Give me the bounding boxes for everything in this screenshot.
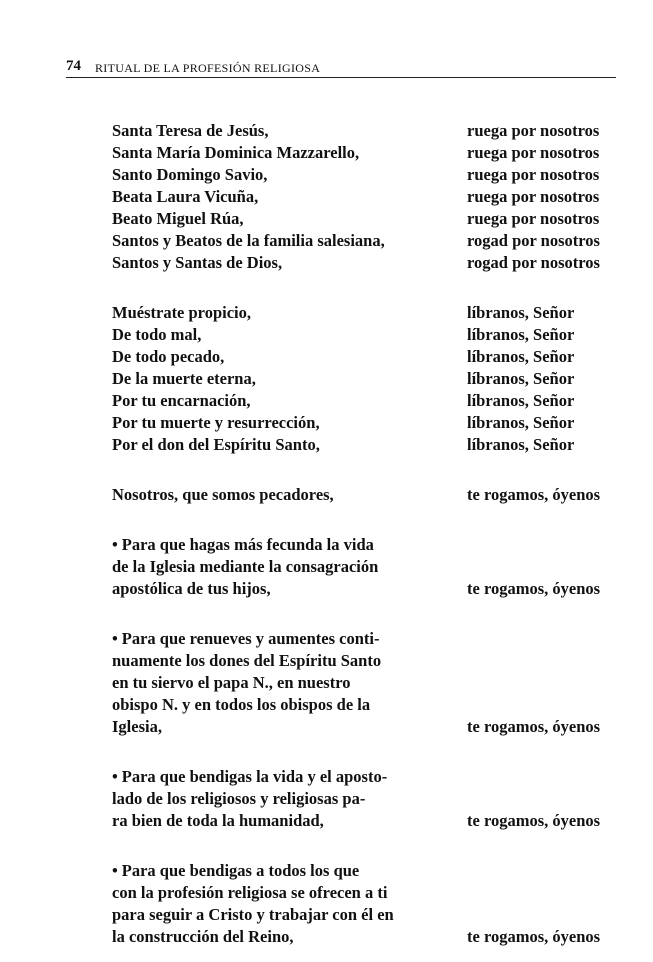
response: líbranos, Señor bbox=[467, 303, 575, 322]
litany-row bbox=[112, 324, 622, 346]
response: te rogamos, óyenos bbox=[467, 579, 601, 598]
bullet-icon: • bbox=[112, 629, 118, 648]
petition-text bbox=[112, 766, 467, 832]
invocation: Muéstrate propicio, bbox=[112, 303, 252, 322]
invocation: Santos y Santas de Dios, bbox=[112, 253, 283, 272]
litany-row bbox=[112, 368, 622, 390]
petition bbox=[112, 534, 622, 600]
response: ruega por nosotros bbox=[467, 121, 600, 140]
petition-line: en tu siervo el papa N., en nuestro bbox=[112, 673, 351, 692]
bullet-icon: • bbox=[112, 535, 118, 554]
petition-line: para seguir a Cristo y trabajar con él en bbox=[112, 905, 394, 924]
petition-line: ra bien de toda la humanidad, bbox=[112, 811, 324, 830]
litany-row bbox=[112, 230, 622, 252]
petition bbox=[112, 628, 622, 738]
petition-text bbox=[112, 628, 467, 738]
sinners-row bbox=[112, 484, 622, 506]
bullet-icon: • bbox=[112, 861, 118, 880]
bullet-icon: • bbox=[112, 767, 118, 786]
running-header bbox=[66, 55, 616, 78]
petition-line: lado de los religiosos y religiosas pa- bbox=[112, 789, 366, 808]
litany-row bbox=[112, 434, 622, 456]
invocation: Santos y Beatos de la familia salesiana, bbox=[112, 231, 385, 250]
petition bbox=[112, 860, 622, 948]
invocation: Santa Teresa de Jesús, bbox=[112, 121, 269, 140]
response: líbranos, Señor bbox=[467, 347, 575, 366]
invocation: Santa María Dominica Mazzarello, bbox=[112, 143, 360, 162]
litany-row bbox=[112, 252, 622, 274]
litany-row bbox=[112, 208, 622, 230]
response: ruega por nosotros bbox=[467, 209, 600, 228]
running-title: RITUAL DE LA PROFESIÓN RELIGIOSA bbox=[95, 61, 321, 75]
deliverance-section bbox=[112, 302, 622, 456]
response: ruega por nosotros bbox=[467, 165, 600, 184]
petition-line: apostólica de tus hijos, bbox=[112, 579, 271, 598]
petition-text bbox=[112, 534, 467, 600]
response: ruega por nosotros bbox=[467, 143, 600, 162]
petition bbox=[112, 766, 622, 832]
page-number: 74 bbox=[66, 58, 81, 74]
litany-row bbox=[112, 346, 622, 368]
response: líbranos, Señor bbox=[467, 391, 575, 410]
response: rogad por nosotros bbox=[467, 231, 600, 250]
invocation: De todo mal, bbox=[112, 325, 202, 344]
petition-line: con la profesión religiosa se ofrecen a ti bbox=[112, 883, 388, 902]
response: te rogamos, óyenos bbox=[467, 485, 601, 504]
petition-line: • Para que bendigas a todos los que bbox=[112, 861, 360, 880]
response: líbranos, Señor bbox=[467, 413, 575, 432]
invocation: Por tu encarnación, bbox=[112, 391, 251, 410]
response: líbranos, Señor bbox=[467, 369, 575, 388]
litany-row bbox=[112, 186, 622, 208]
litany-row bbox=[112, 412, 622, 434]
petition-line: • Para que hagas más fecunda la vida bbox=[112, 535, 374, 554]
response: ruega por nosotros bbox=[467, 187, 600, 206]
petition-line: obispo N. y en todos los obispos de la bbox=[112, 695, 371, 714]
petition-line: Iglesia, bbox=[112, 717, 162, 736]
invocation: Beata Laura Vicuña, bbox=[112, 187, 259, 206]
petition-line: • Para que renueves y aumentes conti- bbox=[112, 629, 380, 648]
response: te rogamos, óyenos bbox=[467, 811, 601, 830]
petition-line: nuamente los dones del Espíritu Santo bbox=[112, 651, 382, 670]
litany-content bbox=[112, 120, 622, 948]
response: te rogamos, óyenos bbox=[467, 717, 601, 736]
invocation: Beato Miguel Rúa, bbox=[112, 209, 244, 228]
petition-line: de la Iglesia mediante la consagración bbox=[112, 557, 379, 576]
response: líbranos, Señor bbox=[467, 435, 575, 454]
litany-row bbox=[112, 164, 622, 186]
response: rogad por nosotros bbox=[467, 253, 600, 272]
petition-text bbox=[112, 860, 467, 948]
petition-line: la construcción del Reino, bbox=[112, 927, 294, 946]
litany-row bbox=[112, 142, 622, 164]
saints-section bbox=[112, 120, 622, 274]
response: te rogamos, óyenos bbox=[467, 927, 601, 946]
litany-row bbox=[112, 120, 622, 142]
litany-row bbox=[112, 302, 622, 324]
invocation: Por tu muerte y resurrección, bbox=[112, 413, 320, 432]
invocation: De todo pecado, bbox=[112, 347, 225, 366]
invocation: Por el don del Espíritu Santo, bbox=[112, 435, 320, 454]
response: líbranos, Señor bbox=[467, 325, 575, 344]
invocation: De la muerte eterna, bbox=[112, 369, 256, 388]
petition-line: • Para que bendigas la vida y el aposto- bbox=[112, 767, 388, 786]
invocation: Santo Domingo Savio, bbox=[112, 165, 268, 184]
invocation: Nosotros, que somos pecadores, bbox=[112, 485, 334, 504]
litany-row bbox=[112, 390, 622, 412]
